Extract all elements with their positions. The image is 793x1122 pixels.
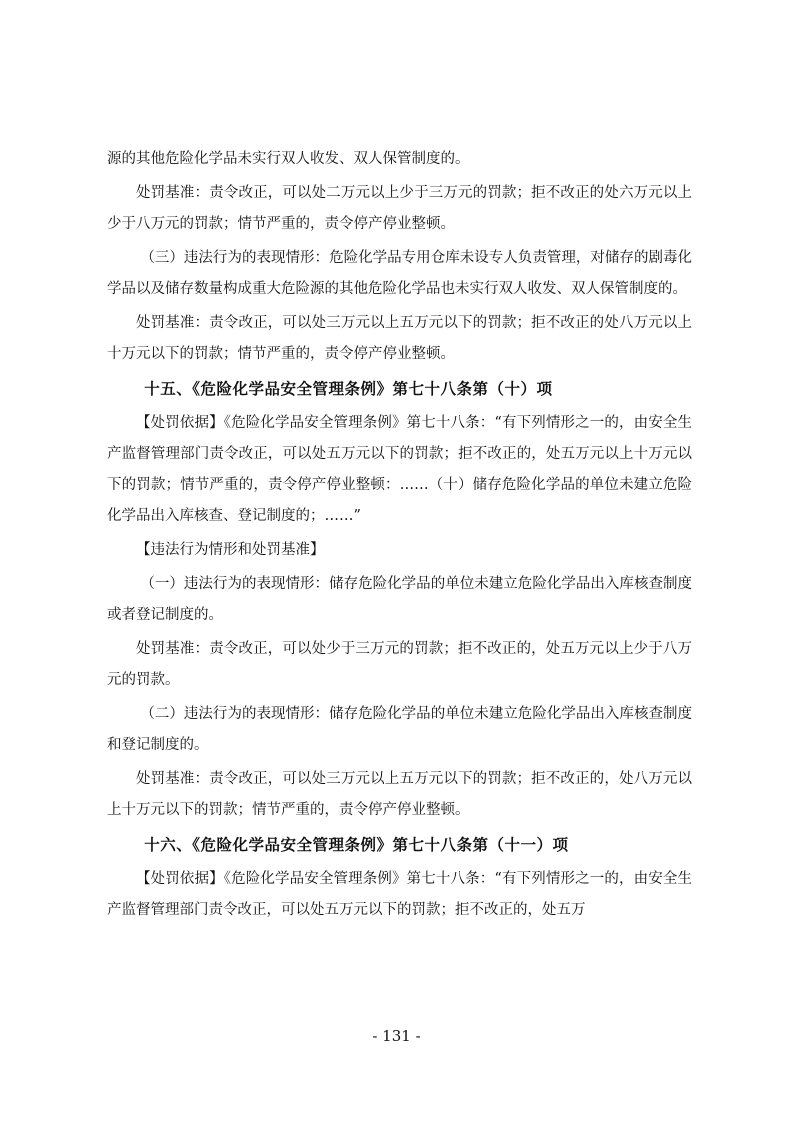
- violation-standard-label: 【违法行为情形和处罚基准】: [136, 542, 325, 558]
- penalty-standard-paragraph: 处罚基准：责令改正，可以处三万元以上五万元以下的罚款；拒不改正的，处八万元以上十万元以下的罚款；情节严重的，责令停产停业整顿。: [107, 771, 692, 818]
- document-body: [107, 144, 692, 929]
- penalty-basis-paragraph: 【处罚依据】《危险化学品安全管理条例》第七十八条：“有下列情形之一的，由安全生产监督管理部门责令改正，可以处五万元以下的罚款；拒不改正的，处五万: [107, 871, 692, 918]
- page-number: - 131 -: [372, 1027, 421, 1045]
- violation-case-paragraph: （三）违法行为的表现情形：危险化学品专用仓库未设专人负责管理，对储存的剧毒化学品以及储存数量构成重大危险源的其他危险化学品也未实行双人收发、双人保管制度的。: [107, 250, 692, 297]
- penalty-standard-paragraph: 处罚基准：责令改正，可以处少于三万元的罚款；拒不改正的，处五万元以上少于八万元的罚款。: [107, 641, 692, 688]
- paragraph-continuation: 源的其他危险化学品未实行双人收发、双人保管制度的。: [107, 151, 470, 167]
- section-heading-16: 十六、《危险化学品安全管理条例》第七十八条第（十一）项: [144, 836, 569, 854]
- section-heading-15: 十五、《危险化学品安全管理条例》第七十八条第（十）项: [144, 380, 553, 398]
- violation-case-paragraph: （二）违法行为的表现情形：储存危险化学品的单位未建立危险化学品出入库核查制度和登记制度的。: [107, 706, 692, 753]
- violation-case-paragraph: （一）违法行为的表现情形：储存危险化学品的单位未建立危险化学品出入库核查制度或者登记制度的。: [107, 576, 692, 623]
- penalty-basis-paragraph: 【处罚依据】《危险化学品安全管理条例》第七十八条：“有下列情形之一的，由安全生产监督管理部门责令改正，可以处五万元以下的罚款；拒不改正的，处五万元以上十万元以下的罚款；情节严重的，责令停产停业整顿：……（十）储存危险化学品的单位未建立危险化学品出入库核查、登记制度的；……”: [107, 415, 692, 524]
- penalty-standard-paragraph: 处罚基准：责令改正，可以处三万元以上五万元以下的罚款；拒不改正的处八万元以上十万元以下的罚款；情节严重的，责令停产停业整顿。: [107, 315, 692, 362]
- penalty-standard-paragraph: 处罚基准：责令改正，可以处二万元以上少于三万元的罚款；拒不改正的处六万元以上少于八万元的罚款；情节严重的，责令停产停业整顿。: [107, 185, 692, 232]
